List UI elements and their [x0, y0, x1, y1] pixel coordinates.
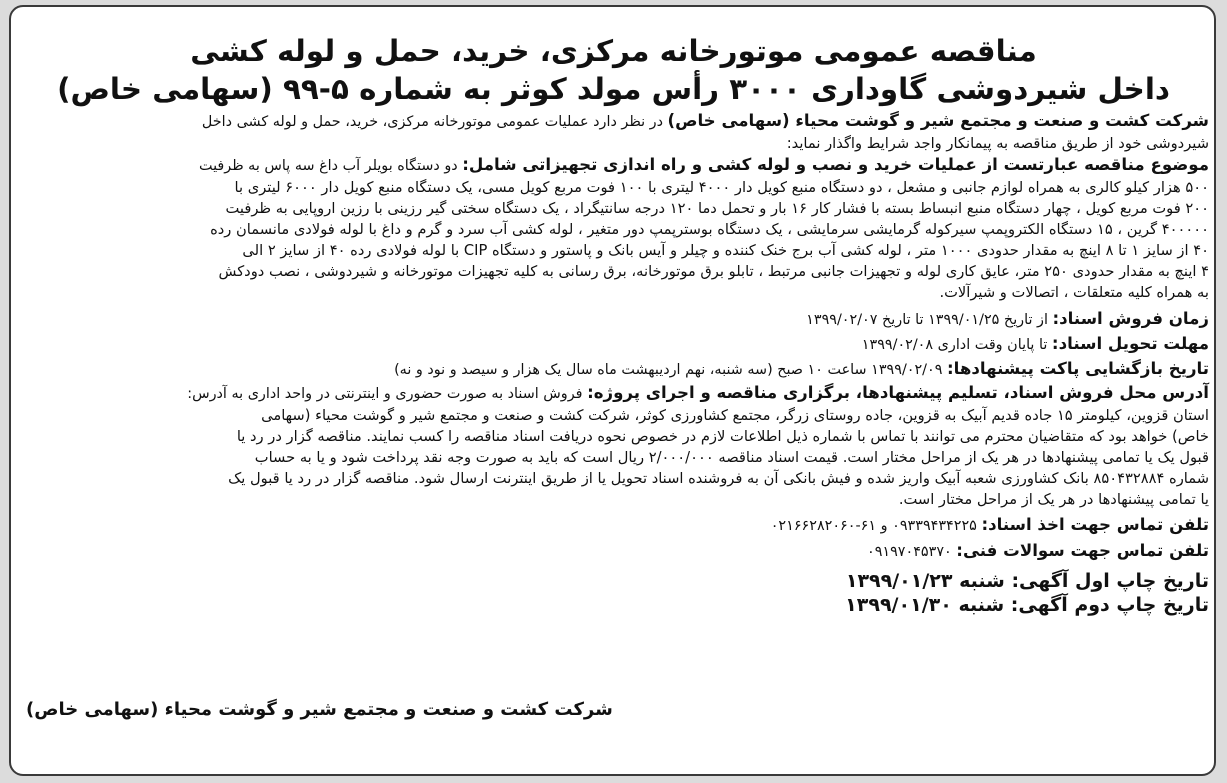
- tender-notice: [18, 6, 1209, 777]
- subject-text: دو دستگاه بویلر آب داغ سه پاس به ظرفیت: [199, 158, 463, 174]
- delivery-deadline: [18, 332, 1209, 357]
- address-line: شماره ۸۵۰۴۳۲۸۸۴ بانک کشاورزی شعبه آبیک واریز شده و فیش بانکی آن به فروشنده اسناد تحویل یا از طریق اینترنت ارسال شود. مناقصه گزار در رد یا قبول یک: [228, 470, 1209, 487]
- sale-time-label: زمان فروش اسناد:: [1052, 309, 1209, 328]
- footer-company-name: شرکت کشت و صنعت و مجتمع شیر و گوشت محیاء (سهامی خاص): [26, 699, 613, 720]
- phone-documents: [18, 513, 1209, 538]
- address-text: فروش اسناد به صورت حضوری و اینترنتی در واحد اداری به آدرس:: [187, 386, 588, 402]
- address-line: خاص) خواهد بود که متقاضیان محترم می توانند با تماس با شماره ذیل اطلاعات لازم در خصوص نحوه دریافت اسناد مناقصه را کسب نمایند. مناقصه گزار در رد یا: [236, 428, 1209, 445]
- second-print-date: [18, 593, 1209, 617]
- opening-date-label: تاریخ بازگشایی پاکت پیشنهادها:: [947, 359, 1209, 378]
- sale-time-value: از تاریخ ۱۳۹۹/۰۱/۲۵ تا تاریخ ۱۳۹۹/۰۲/۰۷: [806, 312, 1053, 328]
- subject-line: ۴ اینچ به مقدار حدودی ۲۵۰ متر، عایق کاری لوله و تجهیزات جانبی مرتبط ، تابلو برق موتورخانه، برق رسانی به کلیه تجهیزات موتورخانه و شیردوشی ، نصب دودکش: [218, 263, 1209, 280]
- notice-title-line-1: مناقصه عمومی موتورخانه مرکزی، خرید، حمل و لوله کشی: [190, 34, 1037, 68]
- second-print-value: شنبه ۱۳۹۹/۰۱/۳۰: [845, 594, 1011, 616]
- second-print-label: تاریخ چاپ دوم آگهی:: [1010, 594, 1209, 616]
- subject-line-1: [18, 154, 1209, 177]
- address-line: استان قزوین، کیلومتر ۱۵ جاده قدیم آبیک به قزوین، جاده روستای زرگر، مجتمع کشاورزی کوثر، شرکت کشت و صنعت و مجتمع شیر و گوشت محیاء (سهامی: [261, 407, 1209, 424]
- subject-line: ۴۰۰۰۰۰ گرین ، ۱۵ دستگاه الکتروپمپ سیرکوله گرمایشی سرمایشی ، یک دستگاه بوسترپمپ دور متغیر ، لوله کشی آب سرد و گرم و داغ با لوله فولادی مانسمان رده: [210, 221, 1209, 238]
- phone-technical: [18, 538, 1209, 565]
- intro-line-2: شیردوشی خود از طریق مناقصه به پیمانکار واجد شرایط واگذار نماید:: [786, 135, 1209, 152]
- delivery-deadline-value: تا پایان وقت اداری ۱۳۹۹/۰۲/۰۸: [861, 337, 1052, 353]
- phone-documents-value: ۰۹۳۳۹۴۳۴۲۲۵ و ۶۱-۰۲۱۶۶۲۸۲۰۶۰: [770, 518, 982, 534]
- intro-line-1: [18, 110, 1209, 133]
- first-print-label: تاریخ چاپ اول آگهی:: [1011, 570, 1209, 592]
- sale-time: [18, 307, 1209, 332]
- phone-documents-label: تلفن تماس جهت اخذ اسناد:: [981, 515, 1209, 534]
- phone-technical-value: ۰۹۱۹۷۰۴۵۳۷۰: [866, 544, 957, 560]
- first-print-value: شنبه ۱۳۹۹/۰۱/۲۳: [845, 570, 1012, 592]
- address-label: آدرس محل فروش اسناد، تسلیم پیشنهادها، برگزاری مناقصه و اجرای پروژه:: [587, 383, 1209, 402]
- first-print-date: [18, 569, 1209, 593]
- address-line-1: [18, 382, 1209, 405]
- company-name: شرکت کشت و صنعت و مجتمع شیر و گوشت محیاء (سهامی خاص): [667, 111, 1209, 130]
- subject-line: ۲۰۰ فوت مربع کویل ، چهار دستگاه منبع انبساط بسته با فشار کار ۱۶ بار و تحمل دما ۱۲۰ درجه سانتیگراد ، یک دستگاه سختی گیر رزینی با رزین اروپایی به ظرفیت: [225, 200, 1209, 217]
- subject-label: موضوع مناقصه عبارتست از عملیات خرید و نصب و لوله کشی و راه اندازی تجهیزاتی شامل:: [462, 155, 1209, 174]
- subject-line: به همراه کلیه متعلقات ، اتصالات و شیرآلات.: [939, 284, 1209, 301]
- subject-line: ۴۰ از سایز ۱ تا ۸ اینچ به مقدار حدودی ۱۰۰۰ متر ، لوله کشی آب برج خنک کننده و چیلر و آیس بانک و پاستور و دستگاه CIP با لوله فولادی رده ۴۰ از سایز ۲ الی: [242, 242, 1209, 259]
- subject-line: ۵۰۰ هزار کیلو کالری به همراه لوازم جانبی و مشعل ، دو دستگاه منبع کویل دار ۴۰۰۰ لیتری با ۱۰۰ فوت مربع کویل مسی، یک دستگاه منبع کویل دار ۶۰۰۰ لیتری با: [234, 179, 1209, 196]
- notice-title-line-2: داخل شیردوشی گاوداری ۳۰۰۰ رأس مولد کوثر به شماره ۵-۹۹ (سهامی خاص): [57, 72, 1170, 106]
- opening-date: [18, 357, 1209, 382]
- opening-date-value: ۱۳۹۹/۰۲/۰۹ ساعت ۱۰ صبح (سه شنبه، نهم اردیبهشت ماه سال یک هزار و سیصد و نود و نه): [394, 362, 947, 378]
- address-line: یا تمامی پیشنهادها در هر یک از مراحل مختار است.: [898, 491, 1209, 508]
- intro-text: در نظر دارد عملیات عمومی موتورخانه مرکزی، خرید، حمل و لوله کشی داخل: [201, 114, 668, 130]
- address-line: قبول یک یا تمامی پیشنهادها در هر یک از مراحل مختار است. قیمت اسناد مناقصه ۲/۰۰۰/۰۰۰ ریال است که باید به صورت وجه نقد پرداخت شود و یا به حساب: [254, 449, 1209, 466]
- delivery-deadline-label: مهلت تحویل اسناد:: [1051, 334, 1209, 353]
- phone-technical-label: تلفن تماس جهت سوالات فنی:: [956, 541, 1209, 560]
